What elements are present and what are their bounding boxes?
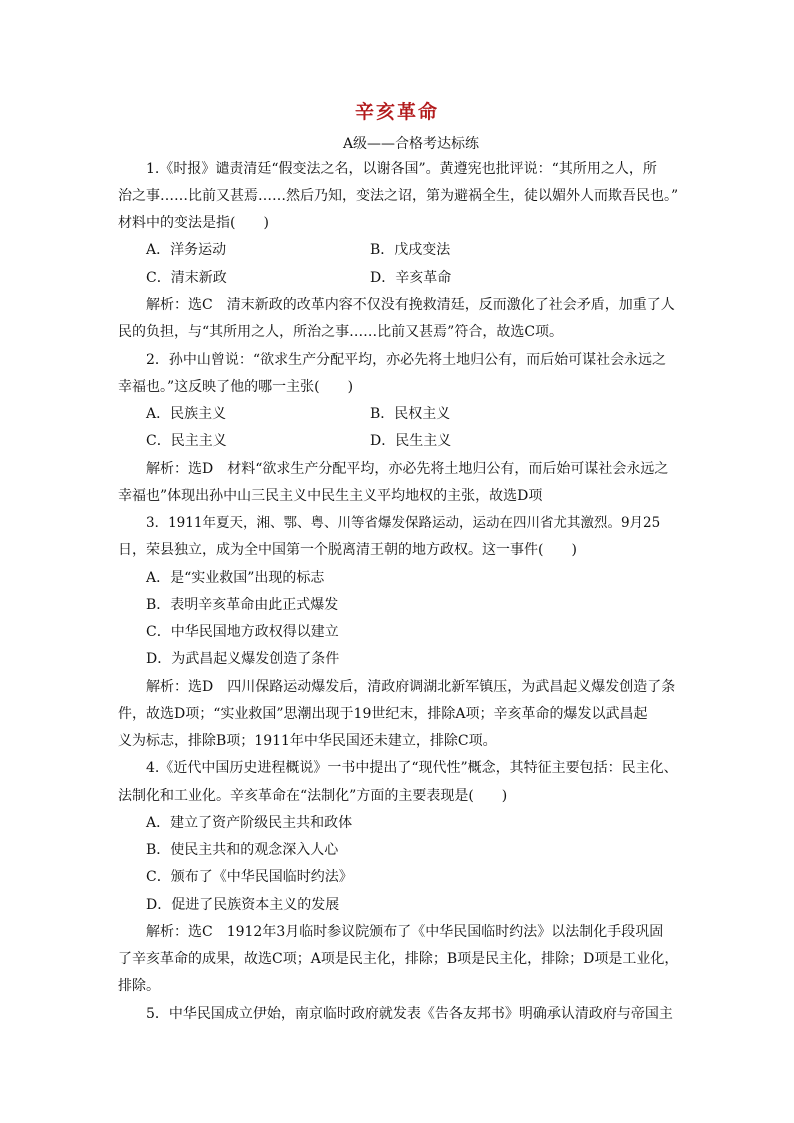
q1-option-d: D．辛亥革命 — [370, 270, 452, 286]
page-title: 辛亥革命 — [354, 101, 439, 123]
q4-analysis-line: 解析：选C 1912年3月临时参议院颁布了《中华民国临时约法》以法制化手段巩固 — [146, 924, 664, 940]
q1-stem-line: 1.《时报》谴责清廷“假变法之名，以谢各国”。黄遵宪也批评说：“其所用之人，所 — [146, 161, 657, 177]
q4-stem-line: 4.《近代中国历史进程概说》一书中提出了“现代性”概念，其特征主要包括：民主化、 — [146, 760, 678, 776]
q3-stem-line: 3．1911年夏天，湘、鄂、粤、川等省爆发保路运动，运动在四川省尤其激烈。9月25 — [146, 515, 661, 531]
q2-analysis-line: 解析：选D 材料“欲求生产分配平均，亦必先将土地归公有，而后始可谋社会永远之 — [146, 461, 669, 477]
q2-option-a: A．民族主义 — [146, 406, 227, 422]
q2-stem-line: 幸福也。”这反映了他的哪一主张( ) — [118, 379, 354, 395]
q3-option-b: B．表明辛亥革命由此正式爆发 — [146, 597, 339, 613]
q1-option-b: B．戊戌变法 — [370, 242, 451, 258]
level-heading: A级——合格考达标练 — [342, 136, 480, 152]
q4-stem-line: 法制化和工业化。辛亥革命在“法制化”方面的主要表现是( ) — [118, 788, 508, 804]
q3-stem-line: 日，荣县独立，成为全中国第一个脱离清王朝的地方政权。这一事件( ) — [118, 542, 577, 558]
q3-analysis-line: 解析：选D 四川保路运动爆发后，清政府调湖北新军镇压，为武昌起义爆发创造了条 — [146, 679, 676, 695]
q4-analysis-line: 排除。 — [118, 978, 160, 994]
q2-option-c: C．民主主义 — [146, 433, 227, 449]
q3-option-d: D．为武昌起义爆发创造了条件 — [146, 651, 340, 667]
q3-option-a: A．是“实业救国”出现的标志 — [146, 570, 325, 586]
q5-stem-line: 5．中华民国成立伊始，南京临时政府就发表《告各友邦书》明确承认清政府与帝国主 — [146, 1006, 673, 1022]
q1-stem-line: 材料中的变法是指( ) — [118, 215, 269, 231]
q4-option-a: A．建立了资产阶级民主共和政体 — [146, 815, 353, 831]
q1-option-c: C．清末新政 — [146, 270, 227, 286]
q1-analysis-line: 解析：选C 清末新政的改革内容不仅没有挽救清廷，反而激化了社会矛盾，加重了人 — [146, 297, 675, 313]
q3-analysis-line: 义为标志，排除B项；1911年中华民国还未建立，排除C项。 — [118, 733, 497, 749]
q2-option-b: B．民权主义 — [370, 406, 451, 422]
q3-option-c: C．中华民国地方政权得以建立 — [146, 624, 339, 640]
q1-analysis-line: 民的负担，与“其所用之人，所治之事……比前又甚焉”符合，故选C项。 — [118, 324, 564, 340]
q2-stem-line: 2．孙中山曾说：“欲求生产分配平均，亦必先将土地归公有，而后始可谋社会永远之 — [146, 352, 667, 368]
q2-analysis-line: 幸福也”体现出孙中山三民主义中民生主义平均地权的主张，故选D项 — [118, 488, 543, 504]
q4-option-d: D．促进了民族资本主义的发展 — [146, 897, 340, 913]
q1-stem-line: 治之事……比前又甚焉……然后乃知，变法之诏，第为避祸全生，徒以媚外人而欺吾民也。” — [118, 188, 679, 204]
q4-analysis-line: 了辛亥革命的成果，故选C项；A项是民主化，排除；B项是民主化，排除；D项是工业化， — [118, 951, 679, 967]
q2-option-d: D．民生主义 — [370, 433, 452, 449]
q4-option-c: C．颁布了《中华民国临时约法》 — [146, 869, 353, 885]
q1-option-a: A．洋务运动 — [146, 242, 227, 258]
q3-analysis-line: 件，故选D项；“实业救国”思潮出现于19世纪末，排除A项；辛亥革命的爆发以武昌起 — [118, 706, 648, 722]
q4-option-b: B．使民主共和的观念深入人心 — [146, 842, 339, 858]
